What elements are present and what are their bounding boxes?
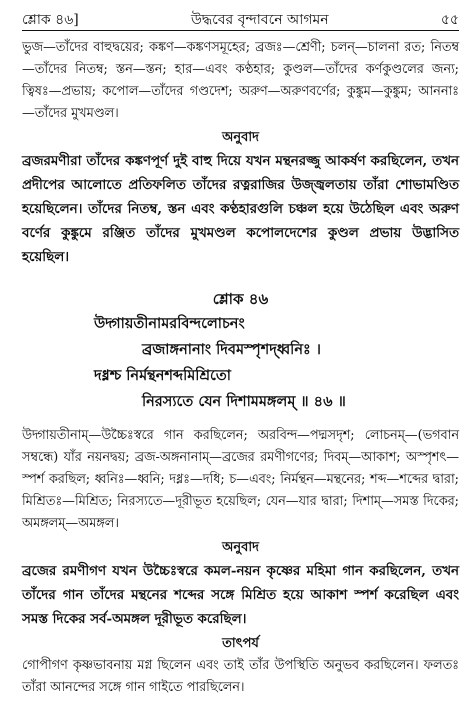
translation-heading: অনুবাদ: [222, 130, 259, 145]
header-page-number: ৫৫: [440, 12, 459, 28]
verse-line: উদ্গায়তীনামরবিন্দলোচনং: [94, 315, 245, 332]
verse-title: শ্লোক ৪৬: [212, 290, 269, 308]
synonyms-verse-46: উদ্গায়তীনাম্—উচ্চৈঃস্বরে গান করছিলেন; অরবিন্দ—পদ্মসদৃশ; লোচনম্—(ভগবান সম্বন্ধে) যাঁর নয়নদ্বয়; ব্রজ-অঙ্গনানাম্—ব্রজের রমণীগণের; দিবম্—আকাশ; অস্পৃশৎ—স্পর্শ করছিল; ধ্বনিঃ—ধ্বনি; দধ্নঃ—দধি; চ—এবং; নির্মন্থন—মন্থনের; শব্দ—শব্দের দ্বারা; মিশ্রিতঃ—মিশ্রিত; নিরস্যতে—দূরীভূত হয়েছিল; যেন—যার দ্বারা; দিশাম্—সমস্ত দিকের; অমঙ্গলম্—অমঙ্গল।: [22, 428, 459, 531]
synonyms-previous-verse: ভুজ—তাঁদের বাহুদ্বয়ের; কঙ্কণ—কঙ্কণসমূহের; ব্রজঃ—শ্রেণী; চলন্—চালনা রত; নিতম্ব—তাঁদের নিতম্ব; স্তন—স্তন; হার—এবং কণ্ঠহার; কুণ্ডল—তাঁদের কর্ণকুণ্ডলের জন্য; ত্বিষঃ—প্রভায়; কপোল—তাঁদের গণ্ডদেশ; অরুণ—অরুণবর্ণের; কুঙ্কুম—কুঙ্কুম; আননাঃ—তাঁদের মুখমণ্ডল।: [22, 40, 459, 121]
header-chapter-title: উদ্ধবের বৃন্দাবনে আগমন: [190, 12, 329, 28]
translation-previous-verse: ব্রজরমণীরা তাঁদের কঙ্কণপূর্ণ দুই বাহু দিয়ে যখন মন্থনরজ্জু আকর্ষণ করছিলেন, তখন প্রদীপের আলোতে প্রতিফলিত তাঁদের রত্নরাজির উজ্জ্বলতায় তাঁরা শোভামণ্ডিত হয়েছিলেন। তাঁদের নিতম্ব, স্তন এবং কণ্ঠহারগুলি চঞ্চল হয়ে উঠেছিল এবং অরুণ বর্ণের কুঙ্কুমে রঞ্জিত তাঁদের মুখমণ্ডল কপোলদেশের কুণ্ডল প্রভায় উদ্ভাসিত হয়েছিল।: [22, 153, 459, 265]
running-header: [22, 8, 459, 28]
verse-line: ব্রজাঙ্গনানাং দিবমস্পৃশদ্ধ্বনিঃ ।: [142, 341, 321, 358]
spacer: [22, 415, 459, 425]
purport-text: গোপীগণ কৃষ্ণভাবনায় মগ্ন ছিলেন এবং তাই তাঁর উপস্থিতি অনুভব করছিলেন। ফলতঃ তাঁরা আনন্দের সঙ্গে গান গাইতে পারছিলেন।: [22, 658, 459, 695]
verse-line: দধ্নশ্চ নির্মন্থনশব্দমিশ্রিতো: [94, 367, 231, 384]
verse-line: নিরস্যতে যেন দিশামমঙ্গলম্ ॥ ৪৬ ॥: [142, 393, 346, 410]
purport-heading: তাৎপর্য: [222, 636, 259, 651]
translation-verse-46: ব্রজের রমণীগণ যখন উচ্চৈঃস্বরে কমল-নয়ন কৃষ্ণের মহিমা গান করছিলেন, তখন তাঁদের গান তাঁদের মন্থনের শব্দের সঙ্গে মিশ্রিত হয়ে আকাশ স্পর্শ করেছিল এবং সমস্ত দিকের সর্ব-অমঙ্গল দূরীভূত করেছিল।: [22, 563, 459, 627]
translation-heading: অনুবাদ: [222, 540, 259, 555]
header-verse-ref: শ্লোক ৪৬]: [22, 12, 79, 28]
